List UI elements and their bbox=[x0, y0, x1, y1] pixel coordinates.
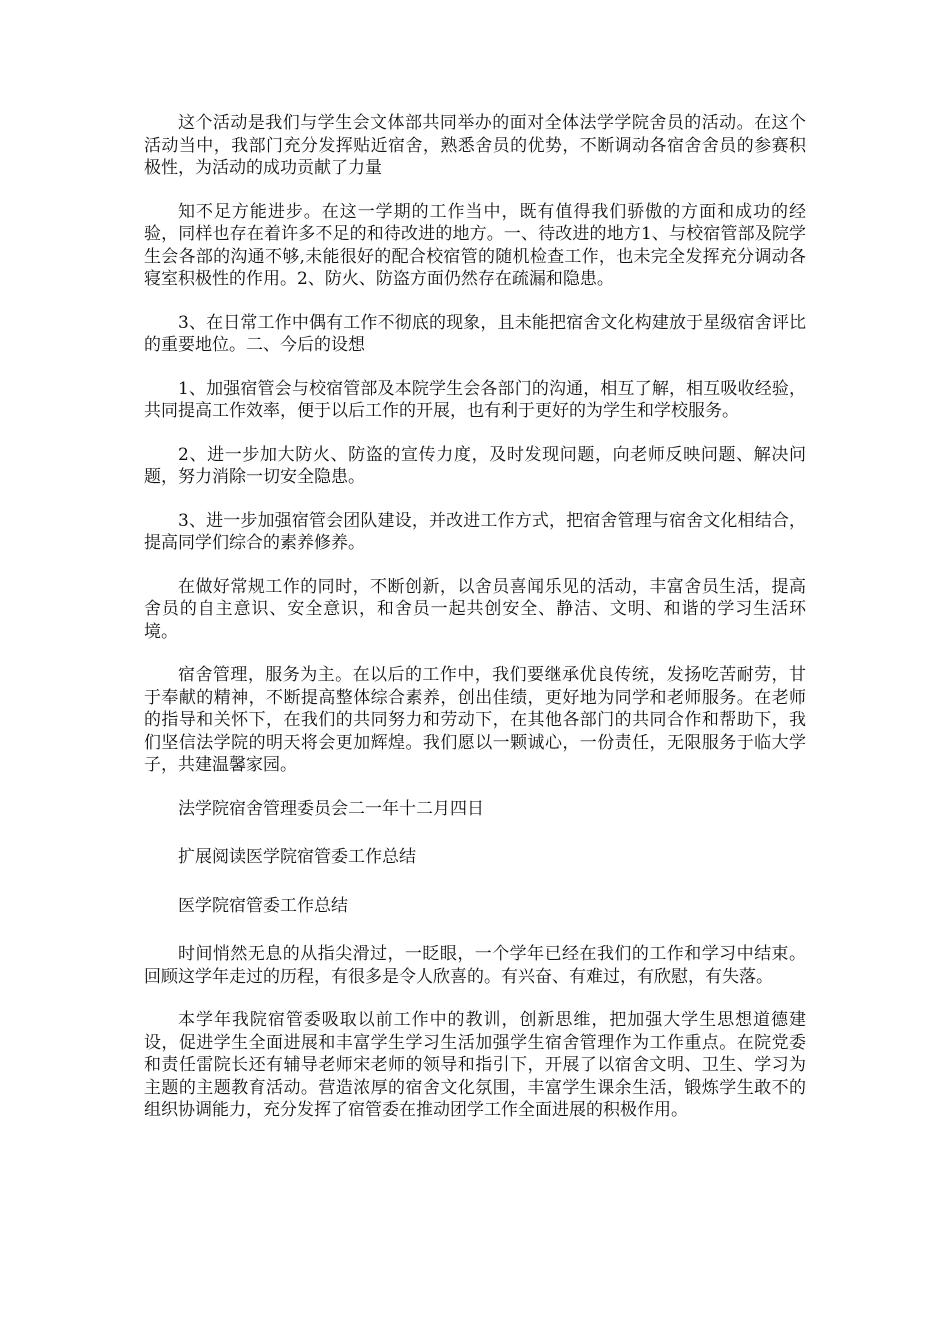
paragraph-plan-3: 3、进一步加强宿管会团队建设，并改进工作方式，把宿舍管理与宿舍文化相结合，提高同学们综合的素养修养。 bbox=[144, 510, 806, 553]
paragraph-shortcomings: 知不足方能进步。在这一学期的工作当中，既有值得我们骄傲的方面和成功的经验，同样也存在着许多不足的和待改进的地方。一、待改进的地方1、与校宿管部及院学生会各部的沟通不够,未能很好的配合校宿管的随机检查工作，也未完全发挥充分调动各寝室积极性的作用。2、防火、防盗方面仍然存在疏漏和隐患。 bbox=[144, 201, 806, 289]
extended-reading-heading: 扩展阅读医学院宿管委工作总结 bbox=[178, 847, 416, 867]
section-title: 医学院宿管委工作总结 bbox=[178, 895, 348, 916]
paragraph-summary: 本学年我院宿管委吸取以前工作中的教训，创新思维，把加强大学生思想道德建设，促进学生全面进展和丰富学生学习生活加强学生宿舍管理作为工作重点。在院党委和责任雷院长还有辅导老师宋老师的领导和指引下，开展了以宿舍文明、卫生、学习为主题的主题教育活动。营造浓厚的宿舍文化氛围，丰富学生课余生活，锻炼学生敢不的组织协调能力，充分发挥了宿管委在推动团学工作全面进展的积极作用。 bbox=[144, 1010, 806, 1120]
signature-line: 法学院宿舍管理委员会二一年十二月四日 bbox=[178, 798, 484, 819]
paragraph-activity: 这个活动是我们与学生会文体部共同举办的面对全体法学学院舍员的活动。在这个活动当中，我部门充分发挥贴近宿舍，熟悉舍员的优势，不断调动各宿舍舍员的参赛积极性，为活动的成功贡献了力量 bbox=[144, 113, 806, 178]
paragraph-plan-1: 1、加强宿管会与校宿管部及本院学生会各部门的沟通，相互了解，相互吸收经验，共同提高工作效率，便于以后工作的开展，也有利于更好的为学生和学校服务。 bbox=[144, 378, 806, 421]
document-body bbox=[144, 112, 806, 1143]
paragraph-innovation: 在做好常规工作的同时，不断创新，以舍员喜闻乐见的活动，丰富舍员生活，提高舍员的自主意识、安全意识，和舍员一起共创安全、静洁、文明、和谐的学习生活环境。 bbox=[144, 576, 806, 642]
paragraph-daily-work: 3、在日常工作中偶有工作不彻底的现象，且未能把宿舍文化构建放于星级宿舍评比的重要地位。二、今后的设想 bbox=[144, 312, 806, 355]
paragraph-plan-2: 2、进一步加大防火、防盗的宣传力度，及时发现问题，向老师反映问题、解决问题，努力消除一切安全隐患。 bbox=[144, 444, 806, 487]
paragraph-service: 宿舍管理，服务为主。在以后的工作中，我们要继承优良传统，发扬吃苦耐劳，甘于奉献的精神，不断提高整体综合素养，创出佳绩，更好地为同学和老师服务。在老师的指导和关怀下，在我们的共同努力和劳动下，在其他各部门的共同合作和帮助下，我们坚信法学院的明天将会更加辉煌。我们愿以一颗诚心，一份责任，无限服务于临大学子，共建温馨家园。 bbox=[144, 665, 806, 775]
paragraph-reflection: 时间悄然无息的从指尖滑过，一眨眼，一个学年已经在我们的工作和学习中结束。回顾这学年走过的历程，有很多是令人欣喜的。有兴奋、有难过，有欣慰，有失落。 bbox=[144, 944, 806, 987]
